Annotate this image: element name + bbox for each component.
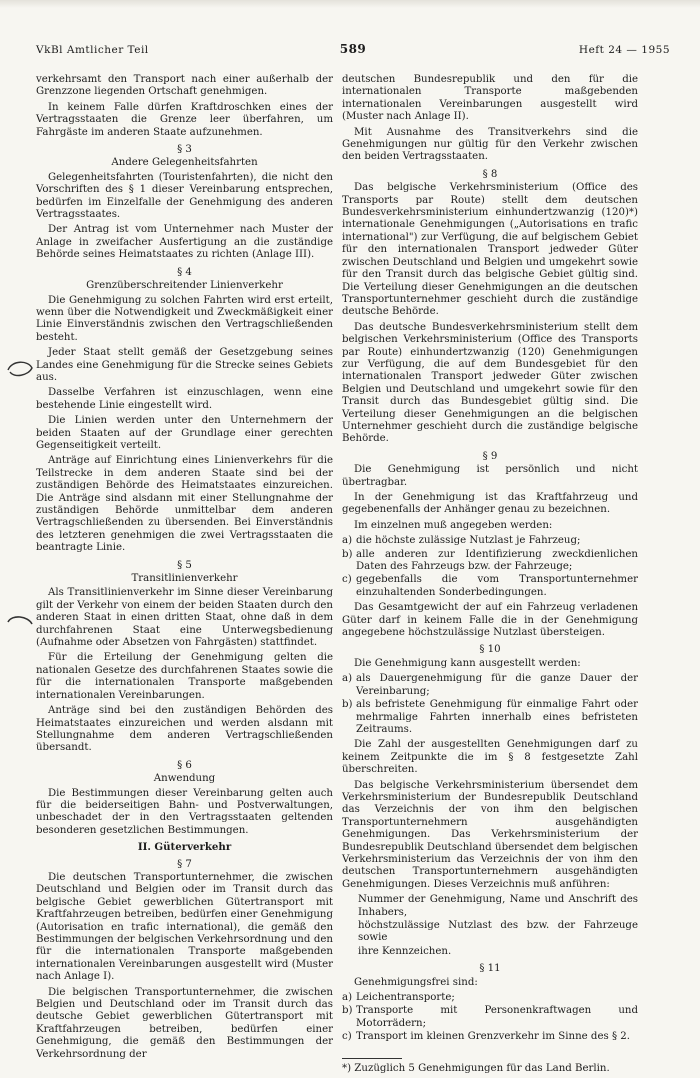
- right-column: [342, 74, 638, 1078]
- paragraph: Die Genehmigung zu solchen Fahrten wird erst erteilt, wenn über die Notwendigkeit und Zweckmäßigkeit einer Linie Einverständnis zwischen den Vertragschließenden besteht.: [36, 294, 333, 343]
- list-item: a) als Dauergenehmigung für die ganze Dauer der Vereinbarung;: [342, 673, 638, 697]
- paragraph: Die Zahl der ausgestellten Genehmigungen darf zu keinem Zeitpunkte die im § 8 festgesetzte Zahl überschreiten.: [342, 739, 638, 776]
- section-number: § 9: [482, 450, 498, 462]
- section-number: § 6: [177, 759, 192, 771]
- paragraph: In der Genehmigung ist das Kraftfahrzeug und gegebenenfalls der Anhänger genau zu bezeichnen.: [342, 492, 638, 516]
- paragraph: Der Antrag ist vom Unternehmer nach Muster der Anlage in zweifacher Ausfertigung an die zuständige Behörde seines Heimatstaates zu richten (Anlage III).: [36, 224, 333, 261]
- section-title: Andere Gelegenheitsfahrten: [111, 157, 258, 169]
- page-number: 589: [339, 42, 367, 56]
- section-number: § 4: [177, 266, 192, 278]
- hole-punch-mark: [6, 358, 34, 380]
- paragraph: Als Transitlinienverkehr im Sinne dieser Vereinbarung gilt der Verkehr von einem der beiden Staaten durch den anderen Staat in einen dritten Staat, ohne daß in dem durchfahrenen Staat eine Unterwegsbedienung (Aufnahme oder Absetzen von Fahrgästen) stattfindet.: [36, 587, 333, 649]
- page-edge: [0, 0, 700, 8]
- paragraph: Die Genehmigung kann ausgestellt werden:: [354, 657, 581, 669]
- paragraph: Die Bestimmungen dieser Vereinbarung gelten auch für die beiderseitigen Bahn- und Postverwaltungen, unbeschadet der in den Vertragsstaaten geltenden besonderen gesetzlichen Bestimmungen.: [36, 787, 333, 836]
- paragraph: Im einzelnen muß angegeben werden:: [354, 519, 553, 531]
- list-item: a) die höchste zulässige Nutzlast je Fahrzeug;: [342, 535, 581, 547]
- paragraph: Gelegenheitsfahrten (Touristenfahrten), die nicht den Vorschriften des § 1 dieser Vereinbarung entsprechen, bedürfen im Einzelfalle der Genehmigung des anderen Vertragsstaates.: [36, 171, 333, 221]
- list-item: c) gegebenfalls die vom Transportunternehmer einzuhaltenden Sonderbedingungen.: [342, 574, 638, 598]
- section-title: Transitlinienverkehr: [131, 573, 238, 585]
- paragraph: Die deutschen Transportunternehmer, die zwischen Deutschland und Belgien oder im Transit durch das belgische Gebiet gewerblichen Gütertransport mit Kraftfahrzeugen betreiben, bedürfen einer Genehmigung (Autorisation en trafic international), die gemäß den Bestimmungen der belgischen Verkehrsordnung und den für die internationalen Transporte maßgebenden internationalen Vereinbarungen ausgestellt wird (Muster nach Anlage I).: [36, 871, 333, 983]
- list-item: c) Transport im kleinen Grenzverkehr im Sinne des § 2.: [342, 1031, 630, 1043]
- list-item: b) alle anderen zur Identifizierung zweckdienlichen Daten des Fahrzeugs bzw. der Fahrzeuge;: [342, 548, 638, 573]
- paragraph: Die Linien werden unter den Unternehmern der beiden Staaten auf der Grundlage einer gerechten Gegenseitigkeit verteilt.: [36, 415, 333, 451]
- register-field: höchstzulässige Nutzlast des bzw. der Fahrzeuge sowie: [358, 920, 638, 944]
- section-number: § 10: [479, 644, 501, 656]
- paragraph: Das Gesamtgewicht der auf ein Fahrzeug verladenen Güter darf in keinem Falle die in der Genehmigung angegebene höchstzulässige Nutzlast übersteigen.: [342, 602, 638, 639]
- permit-types-list: [342, 673, 638, 736]
- footnote: *) Zuzüglich 5 Genehmigungen für das Land Berlin.: [342, 1062, 610, 1074]
- left-column: [36, 74, 333, 1064]
- paragraph: Das belgische Verkehrsministerium (Office des Transports par Route) stellt dem deutschen Bundesverkehrsministerium einhundertzwanzig (120)*) internationale Genehmigungen („Autorisations en trafic international") zur Verfügung, die auf belgischem Gebiet für den internationalen Transport jedweder Güter zwischen Deutschland und Belgien und umgekehrt sowie für den Transit durch das belgische Gebiet gültig sind. Die Verteilung dieser Genehmigungen an die deutschen Transportunternehmer geschieht durch die zuständige deutsche Behörde.: [342, 182, 638, 318]
- footnote-divider: [342, 1058, 402, 1059]
- register-fields: [358, 894, 638, 958]
- paragraph: Das deutsche Bundesverkehrsministerium stellt dem belgischen Verkehrsministerium (Office des Transports par Route) einhundertzwanzig (120) Genehmigungen zur Verfügung, die auf dem Bundesgebiet für den internationalen Transport jedweder Güter zwischen Belgien und Deutschland und umgekehrt sowie für den Transit durch das Bundesgebiet gültig sind. Die Verteilung dieser Genehmigungen an die belgischen Unternehmer geschieht durch die zuständige belgische Behörde.: [342, 321, 638, 445]
- section-title: Anwendung: [153, 773, 216, 785]
- list-item: b) als befristete Genehmigung für einmalige Fahrt oder mehrmalige Fahrten innerhalb eines befristeten Zeitraums.: [342, 699, 638, 735]
- paragraph: Genehmigungsfrei sind:: [354, 976, 478, 988]
- paragraph: verkehrsamt den Transport nach einer außerhalb der Grenzzone liegenden Ortschaft genehmigen.: [36, 74, 333, 98]
- requirements-list: [342, 535, 638, 599]
- journal-title: VkBl Amtlicher Teil: [36, 44, 149, 56]
- paragraph: Das belgische Verkehrsministerium übersendet dem Verkehrsministerium der Bundesrepublik Deutschland das Verzeichnis der von ihm den belgischen Transportunternehmern ausgehändigten Genehmigungen. Das Verkehrsministerium der Bundesrepublik Deutschland übersendet dem belgischen Verkehrsministerium das Verzeichnis der von ihm den deutschen Transportunternehmern ausgehändigten Genehmigungen. Dieses Verzeichnis muß anführen:: [342, 779, 638, 890]
- paragraph: Für die Erteilung der Genehmigung gelten die nationalen Gesetze des durchfahrenen Staates sowie die für die internationalen Transporte maßgebenden internationalen Vereinbarungen.: [36, 652, 333, 701]
- paragraph: Anträge sind bei den zuständigen Behörden des Heimatstaates einzureichen und werden alsdann mit Stellungnahme dem anderen Vertragschließenden übersandt.: [36, 705, 333, 754]
- running-header: [36, 44, 670, 60]
- register-field: Nummer der Genehmigung, Name und Anschrift des Inhabers,: [358, 894, 638, 918]
- section-number: § 3: [177, 144, 192, 156]
- paragraph: Die belgischen Transportunternehmer, die zwischen Belgien und Deutschland oder im Transit durch das deutsche Gebiet gewerblichen Gütertransport mit Kraftfahrzeugen betreiben, bedürfen einer Genehmigung, die gemäß den Bestimmungen der Verkehrsordnung der: [36, 986, 333, 1060]
- paragraph: Dasselbe Verfahren ist einzuschlagen, wenn eine bestehende Linie eingestellt wird.: [36, 387, 333, 411]
- section-number: § 5: [177, 559, 192, 571]
- list-item: b) Transporte mit Personenkraftwagen und Motorrädern;: [342, 1005, 638, 1029]
- paragraph: In keinem Falle dürfen Kraftdroschken eines der Vertragsstaaten die Grenze leer überfahren, um Fahrgäste im anderen Staate aufzunehmen.: [36, 101, 333, 138]
- section-number: § 8: [482, 168, 498, 180]
- paragraph: Die Genehmigung ist persönlich und nicht übertragbar.: [342, 464, 638, 488]
- issue-label: Heft 24 — 1955: [578, 44, 670, 56]
- hole-punch-mark: [6, 612, 34, 634]
- paragraph: Mit Ausnahme des Transitverkehrs sind die Genehmigungen nur gültig für den Verkehr zwischen den beiden Vertragsstaaten.: [342, 126, 638, 163]
- list-item: a) Leichentransporte;: [342, 992, 455, 1004]
- register-field: ihre Kennzeichen.: [358, 945, 452, 957]
- paragraph: Jeder Staat stellt gemäß der Gesetzgebung seines Landes eine Genehmigung für die Strecke seines Gebiets aus.: [36, 347, 333, 383]
- exemptions-list: [342, 992, 638, 1044]
- section-number: § 7: [177, 858, 192, 870]
- paragraph: deutschen Bundesrepublik und den für die internationalen Transporte maßgebenden internationalen Vereinbarungen ausgestellt wird (Muster nach Anlage II).: [342, 74, 638, 123]
- section-number: § 11: [479, 963, 501, 975]
- section-title: Grenzüberschreitender Linienverkehr: [86, 280, 283, 292]
- part-heading: II. Güterverkehr: [137, 841, 232, 854]
- paragraph: Anträge auf Einrichtung eines Linienverkehrs für die Teilstrecke in dem anderen Staate sind bei der zuständigen Behörde des Heimatstaates einzureichen. Die Anträge sind alsdann mit einer Stellungnahme der zuständigen Behörde unmittelbar dem anderen Vertragschließenden zu übersenden. Bei Einverständnis des letzteren genehmigen die zwei Vertragsstaaten die beantragte Linie.: [36, 455, 333, 554]
